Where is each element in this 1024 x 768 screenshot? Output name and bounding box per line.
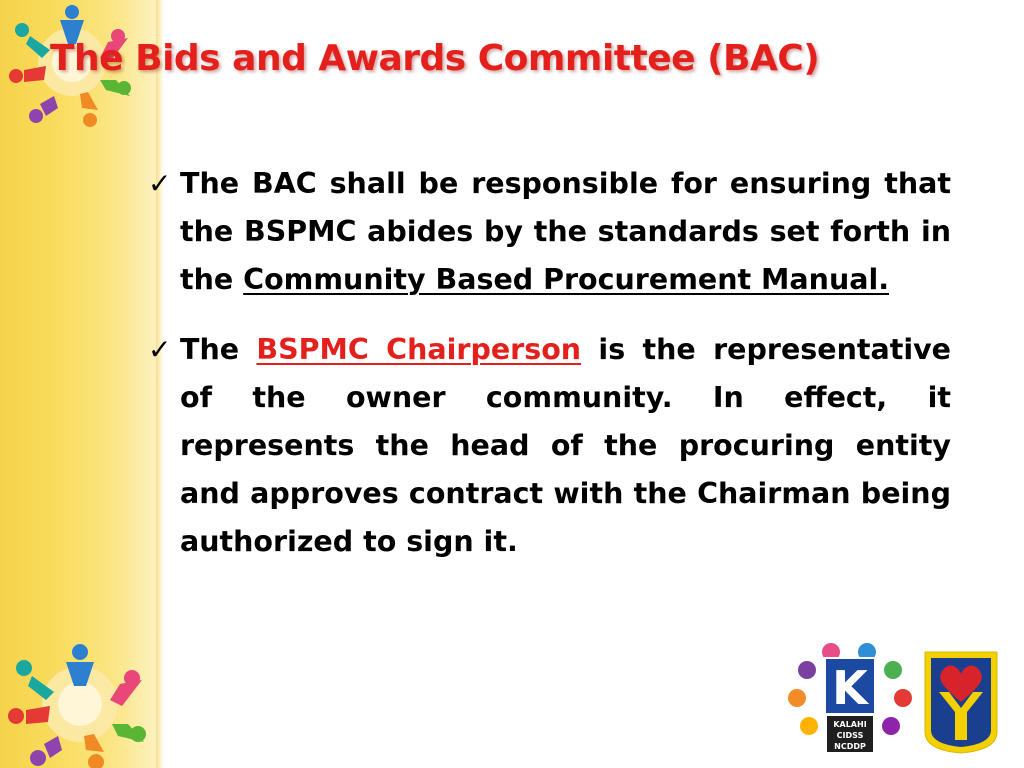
manual-reference-link[interactable]: Community Based Procurement Manual. xyxy=(243,263,890,296)
bullet-item-bspmc-chairperson xyxy=(148,326,951,566)
partner-logos xyxy=(785,640,1000,755)
bspmc-chairperson-link[interactable]: BSPMC Chairperson xyxy=(256,333,582,366)
checkmark-icon: ✓ xyxy=(148,333,172,366)
dswd-logo xyxy=(925,652,997,753)
checkmark-icon: ✓ xyxy=(148,167,172,200)
kalahi-cidss-logo xyxy=(788,643,912,752)
bullet-text-rest: is the representative of the owner community. In effect, it represents the head of the procuring entity and approves contract with the Chairman being authorized to sign it. xyxy=(180,333,952,558)
bullet-text: The BAC shall be responsible for ensuring that the BSPMC abides by the standards set forth in the xyxy=(180,167,951,296)
kalahi-caption-1: KALAHI xyxy=(833,720,867,729)
kalahi-caption-3: NCDDP xyxy=(834,742,866,751)
bullet-item-bac-responsibility xyxy=(148,160,951,304)
people-burst-icon-bottom xyxy=(0,640,160,768)
bullet-text-lead: The xyxy=(180,333,257,366)
slide-title: The Bids and Awards Committee (BAC) xyxy=(50,38,820,79)
bullet-list xyxy=(148,160,951,588)
kalahi-caption-2: CIDSS xyxy=(836,731,864,740)
kalahi-k-letter: K xyxy=(832,661,868,715)
